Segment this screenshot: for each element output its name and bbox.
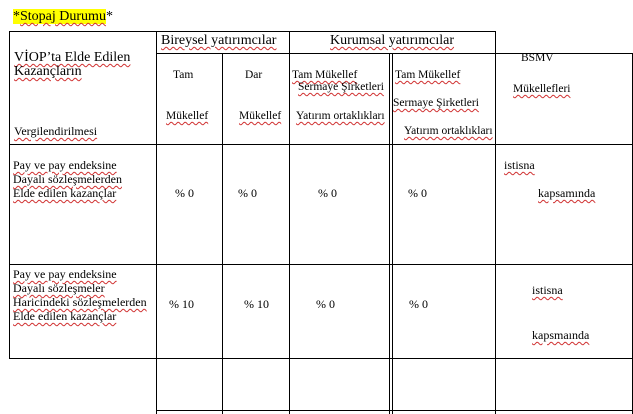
sub-header-2-line2: Mükellef	[239, 110, 282, 122]
sub-header-1-line1: Tam	[173, 69, 194, 81]
row2-bottom-border	[9, 358, 633, 359]
col1-left-border	[156, 31, 157, 414]
row2-label-line2: Dayalı sözleşmeler	[13, 281, 105, 295]
row1-value-individual-limited: % 0	[238, 186, 257, 200]
header-col0	[14, 51, 130, 79]
header-col0-line3: Vergilendirilmesi	[14, 124, 98, 138]
header-col0-line1: VİOP’ta Elde Edilen	[14, 50, 131, 65]
table-left-border	[9, 31, 10, 358]
row2-value-corporate-a: % 0	[316, 297, 335, 311]
row1-value-individual-full: % 0	[175, 186, 194, 200]
row2-label-line4: Elde edilen kazançlar	[13, 309, 117, 323]
title-text: Stopaj Durumu	[20, 9, 106, 24]
group-individual-investors: Bireysel yatırımcılar	[161, 33, 277, 48]
header-bottom-border	[9, 144, 633, 145]
row2-value-individual-limited: % 10	[244, 297, 269, 311]
sub-header-3-line3: Yatırım ortaklıkları	[296, 110, 385, 122]
row1-bsmv-line2: kapsamında	[538, 186, 596, 200]
title-star-open: *	[13, 9, 20, 24]
sub-header-4-line1: Tam Mükellef	[395, 69, 461, 81]
sub-header-3-line1: Tam Mükellef	[292, 69, 358, 81]
row2-value-corporate-b: % 0	[409, 297, 428, 311]
row1-value-corporate-b: % 0	[408, 186, 427, 200]
group-header-divider	[157, 53, 633, 54]
group-corporate-investors: Kurumsal yatırımcılar	[330, 33, 455, 48]
document-title	[13, 9, 113, 25]
header-col0-line2: Kazançların	[14, 64, 82, 79]
table-top-border	[9, 31, 495, 32]
sub-header-1-line2: Mükellef	[166, 110, 209, 122]
col3-left-border	[289, 31, 290, 414]
table-row-2-label	[13, 267, 147, 323]
table-bottom-border	[157, 410, 633, 411]
sub-header-4-line3: Yatırım ortaklıkları	[404, 125, 493, 137]
row1-bsmv-line1: istisna	[504, 158, 535, 172]
title-star-close: *	[105, 9, 113, 24]
col5-left-border	[495, 31, 496, 414]
row1-value-corporate-a: % 0	[318, 186, 337, 200]
row2-bsmv-line1: istisna	[532, 283, 563, 297]
row1-label-line1: Pay ve pay endeksine	[13, 158, 117, 172]
col2-left-border	[222, 53, 223, 414]
row1-label-line3: Elde edilen kazançlar	[13, 186, 117, 200]
table-row-1-label	[13, 158, 122, 200]
sub-header-2-line1: Dar	[245, 69, 263, 81]
row2-value-individual-full: % 10	[169, 297, 194, 311]
sub-header-3-line2: Sermaye Şirketleri	[298, 81, 384, 93]
col4-left-border	[389, 53, 390, 414]
row2-label-line1: Pay ve pay endeksine	[13, 267, 117, 281]
row2-label-line3: Haricindeki sözleşmelerden	[13, 295, 147, 309]
row1-label-line2: Dayalı sözleşmelerden	[13, 172, 122, 186]
row2-bsmv-line2: kapsmaında	[532, 328, 590, 342]
bsmv-header-line2: Mükellefleri	[513, 83, 571, 95]
bsmv-header-line1: BSMV	[521, 52, 554, 64]
row-divider	[9, 264, 633, 265]
sub-header-4-line2: Sermaye Şirketleri	[393, 97, 479, 109]
